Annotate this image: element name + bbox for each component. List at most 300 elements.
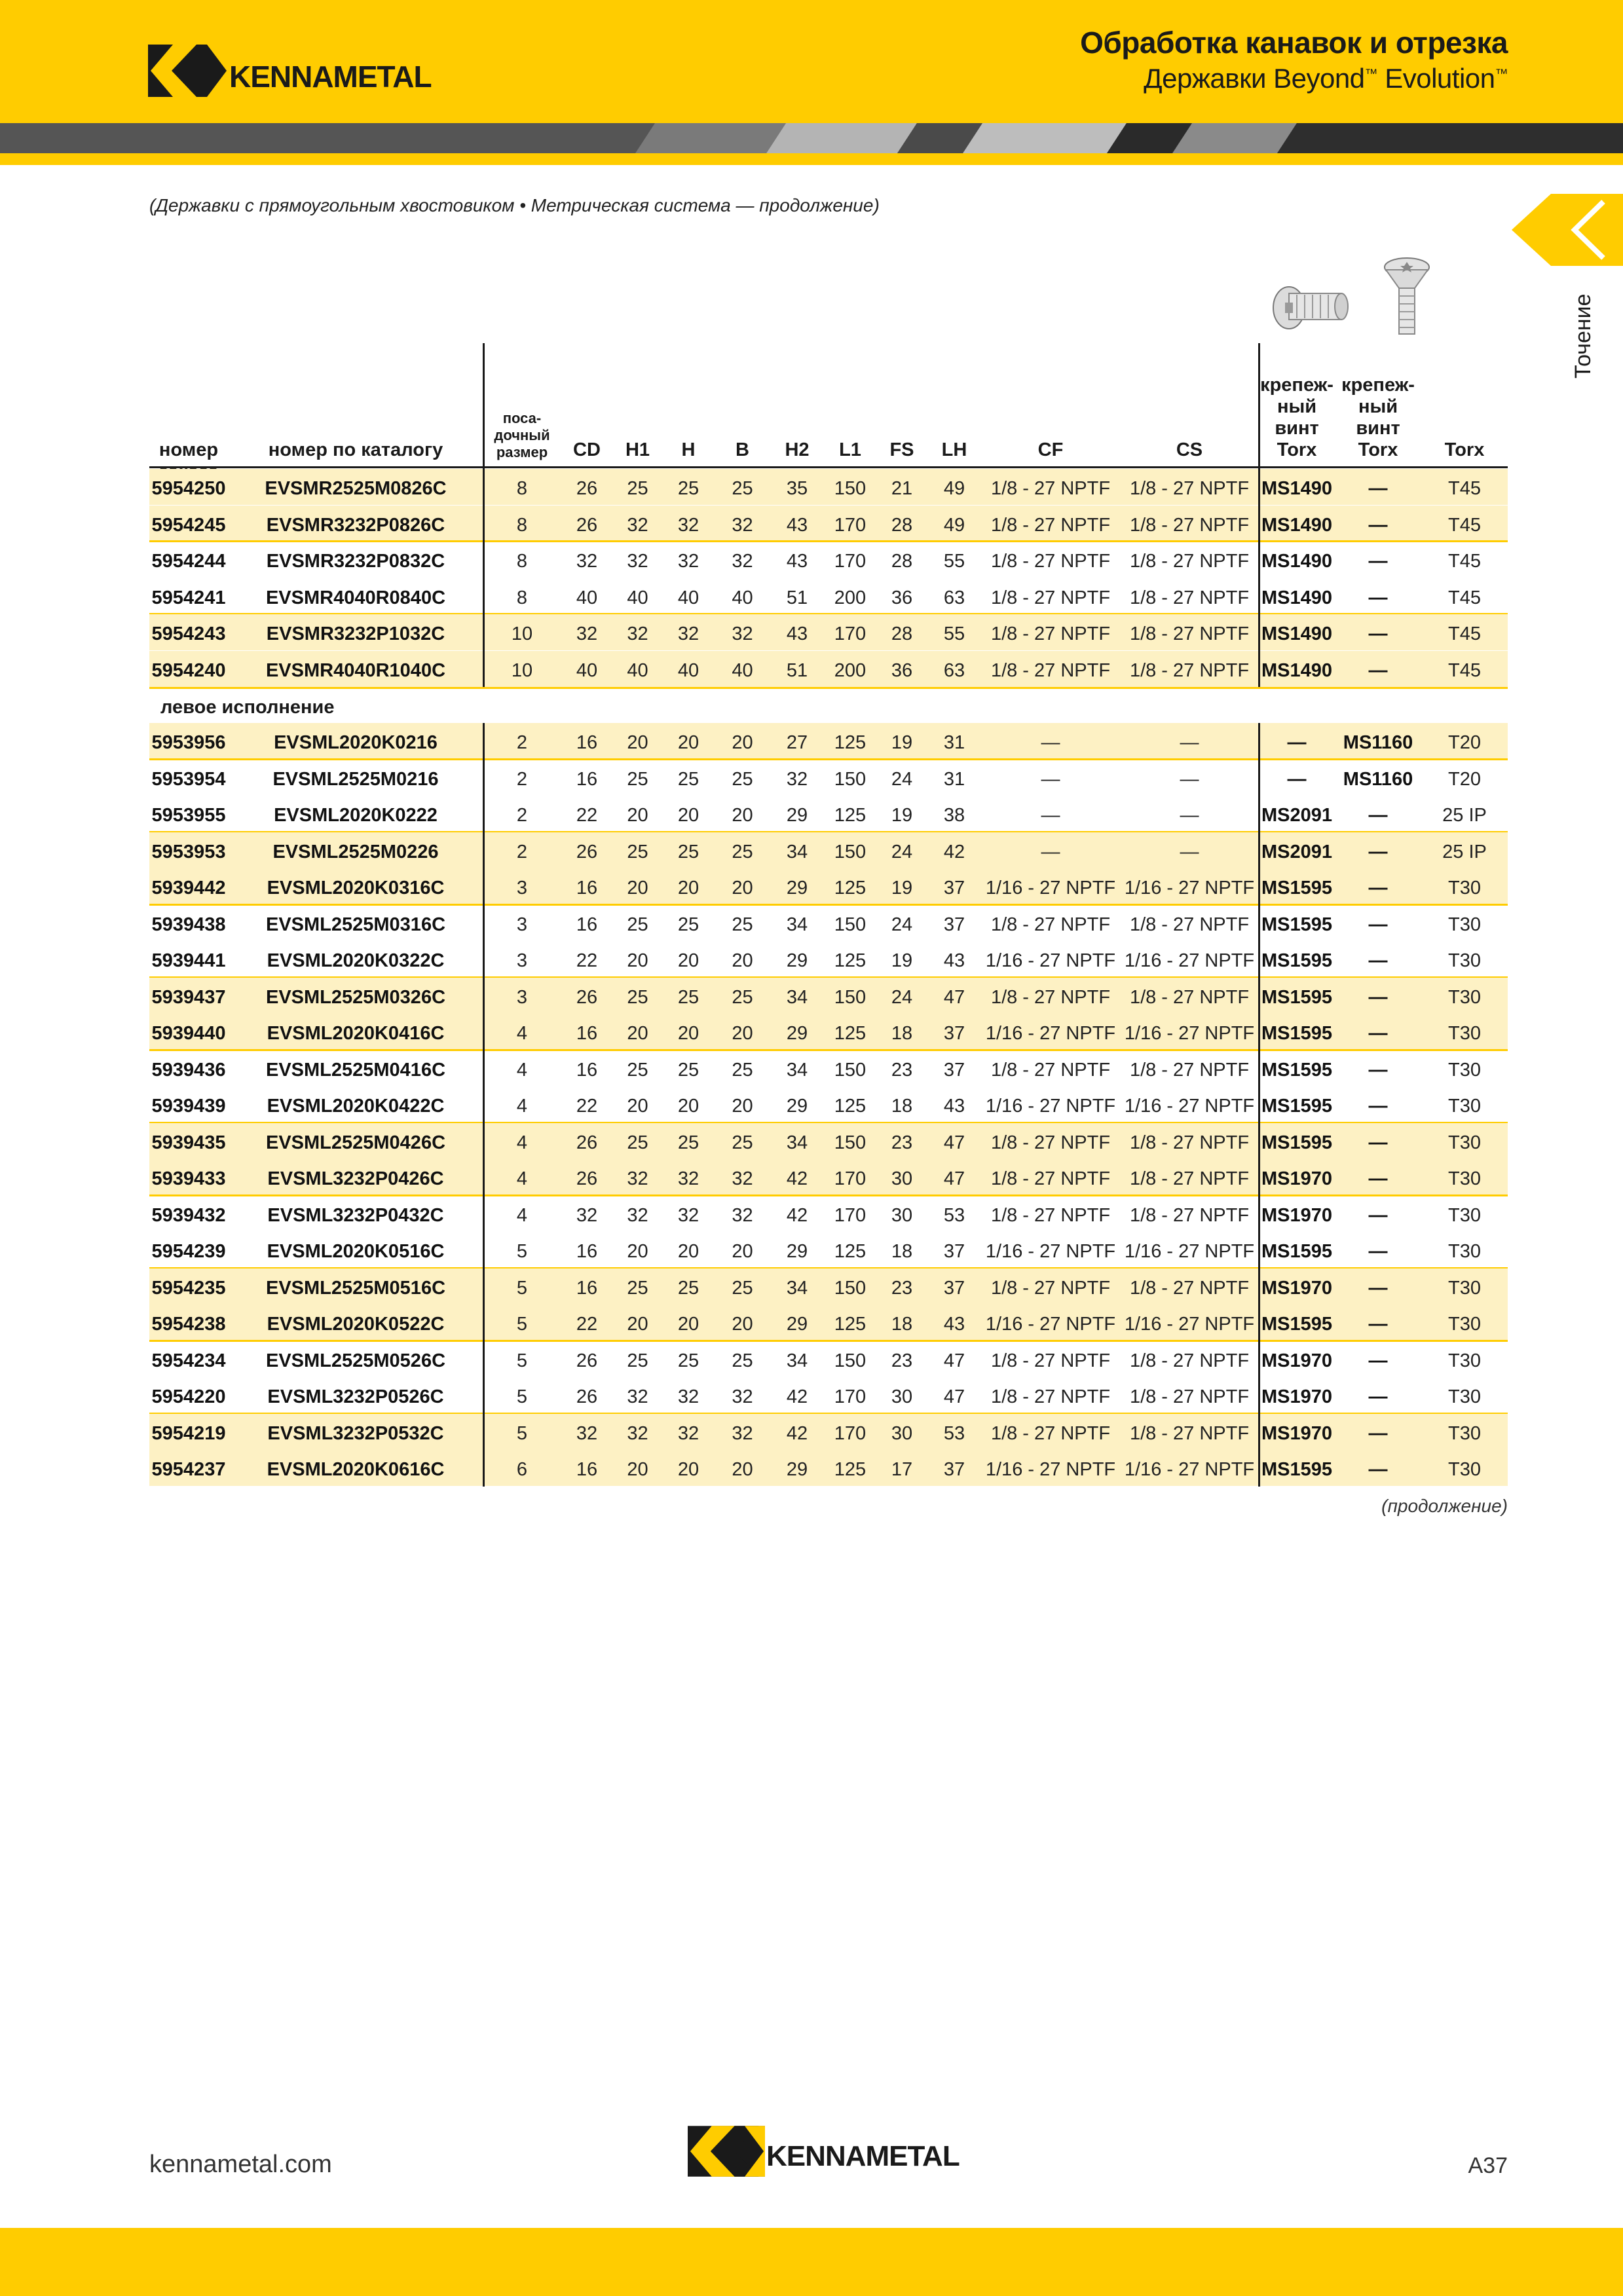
cell-fs: 23 [891, 1132, 913, 1153]
cell-cf: 1/16 - 27 NPTF [985, 878, 1116, 898]
cell-screw1: MS1595 [1261, 914, 1332, 935]
cell-catalog-no: EVSMR2525M0826C [265, 478, 447, 499]
cell-order-no: 5954241 [151, 587, 226, 608]
col-header-cf: CF [1037, 439, 1064, 460]
cell-h2: 42 [786, 1204, 808, 1226]
table-row [149, 905, 1508, 941]
cell-cf: 1/16 - 27 NPTF [985, 1096, 1116, 1117]
cell-catalog-no: EVSML2020K0422C [267, 1096, 445, 1117]
cell-l1: 150 [834, 1059, 867, 1081]
cell-catalog-no: EVSML2020K0516C [267, 1241, 445, 1262]
cell-fs: 21 [891, 478, 913, 499]
cell-cs: 1/16 - 27 NPTF [1124, 878, 1255, 898]
cell-fs: 30 [891, 1422, 913, 1444]
cell-lh: 37 [943, 1459, 965, 1480]
cell-order-no: 5939433 [151, 1168, 226, 1189]
cell-cs: 1/8 - 27 NPTF [1129, 551, 1250, 572]
cell-screw1: MS1595 [1261, 1241, 1332, 1262]
cell-fs: 19 [891, 805, 913, 826]
cell-seat-size: 2 [516, 768, 528, 790]
table-row [149, 723, 1508, 759]
cell-lh: 37 [943, 914, 965, 935]
cell-screw2: — [1368, 1241, 1388, 1262]
cell-h2: 34 [786, 841, 808, 862]
cell-lh: 47 [943, 986, 965, 1008]
cell-h2: 29 [786, 1314, 808, 1335]
cell-fs: 23 [891, 1277, 913, 1299]
table-row [149, 614, 1508, 650]
cell-screw1: — [1287, 732, 1307, 753]
vrule-screws-left [1258, 723, 1260, 1487]
cell-order-no: 5954235 [151, 1277, 226, 1299]
cell-h1: 20 [627, 1096, 648, 1117]
cell-screw2: — [1368, 1314, 1388, 1335]
cell-lh: 43 [943, 1096, 965, 1117]
cell-cs: 1/8 - 27 NPTF [1129, 659, 1250, 681]
cell-h: 40 [677, 587, 700, 608]
cell-l1: 170 [834, 514, 867, 536]
col-header-fs: FS [889, 439, 914, 460]
table-row [149, 760, 1508, 796]
cell-cf: 1/8 - 27 NPTF [990, 1204, 1111, 1226]
cell-cd: 26 [576, 1350, 598, 1371]
page-number: A37 [1468, 2153, 1508, 2178]
cell-cs: 1/8 - 27 NPTF [1129, 1350, 1250, 1371]
cell-lh: 47 [943, 1350, 965, 1371]
cell-lh: 53 [943, 1204, 965, 1226]
cell-h1: 32 [627, 1422, 648, 1444]
cell-catalog-no: EVSML2020K0416C [267, 1023, 445, 1044]
cell-screw1: MS1490 [1261, 623, 1332, 644]
cell-cs: 1/8 - 27 NPTF [1129, 1386, 1250, 1407]
cell-torx: T30 [1448, 1314, 1481, 1335]
cell-screw2: — [1368, 805, 1388, 826]
table-row [149, 578, 1508, 614]
cell-screw1: MS1490 [1261, 659, 1332, 681]
cell-h1: 25 [627, 986, 648, 1008]
cell-h: 32 [677, 1386, 700, 1407]
cell-l1: 150 [834, 1350, 867, 1371]
cell-seat-size: 4 [516, 1168, 528, 1189]
cell-cd: 26 [576, 841, 598, 862]
cell-seat-size: 5 [516, 1422, 528, 1444]
cell-fs: 24 [891, 768, 913, 790]
cell-order-no: 5939439 [151, 1096, 226, 1117]
cell-screw1: MS1595 [1261, 986, 1332, 1008]
cell-torx: T30 [1448, 1096, 1481, 1117]
cell-cs: 1/8 - 27 NPTF [1129, 914, 1250, 935]
table-row [149, 1341, 1508, 1377]
cell-b: 20 [732, 805, 753, 826]
cell-h1: 25 [627, 841, 648, 862]
cell-seat-size: 3 [516, 878, 528, 898]
cell-l1: 170 [834, 1168, 867, 1189]
cell-catalog-no: EVSMR3232P1032C [266, 623, 445, 644]
cell-seat-size: 8 [516, 587, 528, 608]
cell-h2: 35 [786, 478, 808, 499]
cell-torx: T30 [1448, 1059, 1481, 1081]
cell-torx: T30 [1448, 1350, 1481, 1371]
col-header-seat-size-line1: поса- [502, 410, 542, 426]
cell-cd: 16 [576, 1059, 598, 1081]
cell-lh: 63 [943, 659, 965, 681]
cell-cf: 1/16 - 27 NPTF [985, 1314, 1116, 1335]
cell-seat-size: 8 [516, 478, 528, 499]
cell-b: 32 [732, 514, 753, 536]
cell-torx: T30 [1448, 1459, 1481, 1480]
table-row [149, 1086, 1508, 1122]
cell-cd: 26 [576, 1132, 598, 1153]
cell-lh: 49 [943, 514, 965, 536]
cell-catalog-no: EVSML2525M0216 [272, 768, 439, 790]
footer-url[interactable]: kennametal.com [149, 2151, 332, 2178]
cell-l1: 150 [834, 914, 867, 935]
cell-cd: 32 [576, 551, 598, 572]
vrule-catalog [483, 343, 485, 687]
cell-screw1: MS1490 [1261, 551, 1332, 572]
cell-cf: 1/8 - 27 NPTF [990, 623, 1111, 644]
cell-cd: 40 [576, 587, 598, 608]
cell-b: 25 [732, 768, 753, 790]
cell-torx: T30 [1448, 1168, 1481, 1189]
cell-screw2: — [1368, 551, 1388, 572]
cell-cd: 16 [576, 1277, 598, 1299]
cell-cd: 32 [576, 1204, 598, 1226]
cell-l1: 125 [834, 878, 867, 898]
cell-lh: 37 [943, 1023, 965, 1044]
cell-order-no: 5954237 [151, 1459, 226, 1480]
cell-cf: 1/8 - 27 NPTF [990, 1277, 1111, 1299]
cell-l1: 125 [834, 950, 867, 971]
cell-h1: 32 [627, 551, 648, 572]
cell-torx: T45 [1448, 478, 1481, 499]
cell-seat-size: 3 [516, 950, 528, 971]
cell-cd: 26 [576, 478, 598, 499]
col-header-h2: H2 [785, 439, 810, 460]
cell-catalog-no: EVSML2020K0616C [267, 1459, 445, 1480]
cell-seat-size: 4 [516, 1096, 528, 1117]
cell-cs: 1/8 - 27 NPTF [1129, 1204, 1250, 1226]
cell-seat-size: 4 [516, 1204, 528, 1226]
cell-h2: 29 [786, 805, 808, 826]
cell-cf: 1/8 - 27 NPTF [990, 478, 1111, 499]
header-rule [149, 466, 1508, 468]
cell-h1: 25 [627, 914, 648, 935]
cell-h1: 40 [627, 587, 648, 608]
table-row [149, 978, 1508, 1014]
cell-catalog-no: EVSML2020K0216 [274, 732, 438, 753]
col-header-b: B [736, 439, 749, 460]
cell-l1: 125 [834, 1241, 867, 1262]
cell-l1: 150 [834, 1277, 867, 1299]
vrule-screws [1258, 343, 1260, 687]
cell-b: 32 [732, 1204, 753, 1226]
cell-cs: 1/8 - 27 NPTF [1129, 623, 1250, 644]
cell-screw1: MS1970 [1261, 1204, 1332, 1226]
col-header-screw2-line2: ный [1358, 396, 1398, 417]
cell-h2: 34 [786, 1350, 808, 1371]
cell-cf: 1/8 - 27 NPTF [990, 1386, 1111, 1407]
col-header-h: H [681, 439, 696, 460]
cell-cd: 16 [576, 878, 598, 898]
cell-h: 32 [677, 1168, 700, 1189]
cell-h2: 42 [786, 1422, 808, 1444]
cell-order-no: 5939435 [151, 1132, 226, 1153]
cell-cf: 1/8 - 27 NPTF [990, 587, 1111, 608]
cell-h1: 20 [627, 1241, 648, 1262]
screw-image-countersunk [1381, 254, 1433, 339]
cell-torx: T45 [1448, 659, 1481, 681]
screw-image-cylinder [1271, 276, 1356, 335]
cell-cd: 22 [576, 950, 598, 971]
cell-catalog-no: EVSMR3232P0826C [266, 514, 445, 536]
tm-mark-1: ™ [1364, 67, 1378, 81]
section-end-rule [149, 687, 1508, 689]
cell-h1: 32 [627, 1168, 648, 1189]
cell-cs: 1/8 - 27 NPTF [1129, 478, 1250, 499]
cell-l1: 125 [834, 1023, 867, 1044]
cell-catalog-no: EVSML2525M0416C [265, 1059, 446, 1081]
cell-order-no: 5954239 [151, 1241, 226, 1262]
col-header-screw1-line3: винт [1275, 418, 1319, 439]
cell-b: 20 [732, 950, 753, 971]
cell-fs: 36 [891, 659, 913, 681]
cell-b: 32 [732, 623, 753, 644]
cell-h: 25 [677, 1059, 700, 1081]
cell-cs: — [1180, 732, 1199, 753]
cell-torx: T30 [1448, 1204, 1481, 1226]
cell-catalog-no: EVSML3232P0526C [267, 1386, 444, 1407]
col-header-screw2-line3: винт [1356, 418, 1400, 439]
cell-h1: 20 [627, 950, 648, 971]
cell-catalog-no: EVSML2525M0426C [265, 1132, 446, 1153]
table-row [149, 469, 1508, 505]
cell-fs: 23 [891, 1350, 913, 1371]
cell-fs: 18 [891, 1023, 913, 1044]
col-header-screw1-line1: крепеж- [1260, 375, 1334, 396]
cell-cd: 26 [576, 514, 598, 536]
cell-seat-size: 10 [511, 623, 533, 644]
table-row [149, 506, 1508, 542]
cell-torx: T30 [1448, 1241, 1481, 1262]
cell-h1: 20 [627, 1023, 648, 1044]
cell-order-no: 5939442 [151, 878, 226, 898]
cell-screw2: — [1368, 1096, 1388, 1117]
cell-order-no: 5954245 [151, 514, 226, 536]
cell-lh: 42 [943, 841, 965, 862]
cell-h: 32 [677, 623, 700, 644]
cell-order-no: 5953956 [151, 732, 226, 753]
cell-b: 32 [732, 551, 753, 572]
col-header-cs: CS [1176, 439, 1203, 460]
cell-catalog-no: EVSML2525M0326C [265, 986, 446, 1008]
tm-mark-2: ™ [1495, 67, 1508, 81]
cell-catalog-no: EVSML2525M0516C [265, 1277, 446, 1299]
col-header-cd: CD [573, 439, 601, 460]
table-row [149, 1450, 1508, 1486]
cell-h: 25 [677, 768, 700, 790]
cell-l1: 170 [834, 1204, 867, 1226]
cell-b: 25 [732, 1350, 753, 1371]
cell-h1: 20 [627, 732, 648, 753]
cell-b: 32 [732, 1422, 753, 1444]
cell-fs: 28 [891, 514, 913, 536]
cell-cd: 16 [576, 1459, 598, 1480]
cell-l1: 125 [834, 1459, 867, 1480]
cell-h: 25 [677, 841, 700, 862]
cell-h2: 34 [786, 1132, 808, 1153]
kennametal-logo-icon [148, 45, 228, 97]
cell-catalog-no: EVSMR4040R1040C [265, 659, 446, 681]
cell-b: 20 [732, 1459, 753, 1480]
cell-torx: T45 [1448, 514, 1481, 536]
cell-screw2: — [1368, 659, 1388, 681]
cell-cf: 1/16 - 27 NPTF [985, 950, 1116, 971]
cell-h: 25 [677, 914, 700, 935]
cell-torx: T30 [1448, 950, 1481, 971]
cell-b: 25 [732, 841, 753, 862]
cell-h2: 43 [786, 514, 808, 536]
cell-screw2: — [1368, 1168, 1388, 1189]
cell-b: 32 [732, 1168, 753, 1189]
cell-screw1: MS1595 [1261, 1459, 1332, 1480]
cell-h2: 42 [786, 1168, 808, 1189]
cell-cd: 26 [576, 1168, 598, 1189]
cell-screw1: MS1595 [1261, 1059, 1332, 1081]
cell-cd: 40 [576, 659, 598, 681]
cell-cf: 1/8 - 27 NPTF [990, 551, 1111, 572]
cell-cd: 22 [576, 1096, 598, 1117]
cell-lh: 53 [943, 1422, 965, 1444]
cell-screw2: — [1368, 1459, 1388, 1480]
table-row [149, 796, 1508, 832]
cell-h1: 25 [627, 1350, 648, 1371]
cell-b: 20 [732, 1023, 753, 1044]
cell-l1: 170 [834, 1422, 867, 1444]
cell-h2: 32 [786, 768, 808, 790]
cell-h2: 43 [786, 623, 808, 644]
cell-torx: T30 [1448, 1277, 1481, 1299]
cell-h2: 29 [786, 1459, 808, 1480]
cell-screw1: MS1970 [1261, 1168, 1332, 1189]
cell-l1: 170 [834, 1386, 867, 1407]
cell-seat-size: 8 [516, 514, 528, 536]
cell-screw2: — [1368, 478, 1388, 499]
cell-cf: 1/8 - 27 NPTF [990, 1059, 1111, 1081]
cell-h: 32 [677, 514, 700, 536]
cell-h1: 25 [627, 1277, 648, 1299]
cell-cs: 1/8 - 27 NPTF [1129, 1422, 1250, 1444]
cell-l1: 150 [834, 1132, 867, 1153]
cell-screw2: — [1368, 587, 1388, 608]
cell-order-no: 5953953 [151, 841, 226, 862]
cell-screw1: MS2091 [1261, 805, 1332, 826]
cell-cs: — [1180, 841, 1199, 862]
cell-cf: 1/16 - 27 NPTF [985, 1023, 1116, 1044]
cell-cs: 1/16 - 27 NPTF [1124, 1096, 1255, 1117]
cell-lh: 37 [943, 1059, 965, 1081]
cell-l1: 170 [834, 551, 867, 572]
cell-h2: 27 [786, 732, 808, 753]
table-row [149, 651, 1508, 687]
cell-torx: T30 [1448, 1386, 1481, 1407]
cell-h2: 29 [786, 1023, 808, 1044]
cell-b: 20 [732, 1314, 753, 1335]
table-row [149, 1268, 1508, 1305]
cell-cd: 32 [576, 1422, 598, 1444]
cell-l1: 150 [834, 768, 867, 790]
cell-lh: 55 [943, 623, 965, 644]
cell-cs: 1/8 - 27 NPTF [1129, 1168, 1250, 1189]
footer-logo [688, 2126, 960, 2177]
cell-h1: 20 [627, 1459, 648, 1480]
cell-seat-size: 5 [516, 1241, 528, 1262]
cell-l1: 125 [834, 1096, 867, 1117]
cell-h1: 25 [627, 1132, 648, 1153]
table-row [149, 542, 1508, 578]
cell-h: 25 [677, 1350, 700, 1371]
cell-cf: 1/8 - 27 NPTF [990, 514, 1111, 536]
footer-brand: KENNAMETAL [766, 2140, 960, 2172]
cell-cf: 1/16 - 27 NPTF [985, 1241, 1116, 1262]
cell-seat-size: 4 [516, 1059, 528, 1081]
cell-fs: 18 [891, 1241, 913, 1262]
cell-order-no: 5939441 [151, 950, 226, 971]
cell-cd: 16 [576, 732, 598, 753]
cell-screw1: MS1595 [1261, 1314, 1332, 1335]
side-tab[interactable] [1512, 194, 1623, 266]
cell-screw2: — [1368, 1350, 1388, 1371]
cell-h2: 29 [786, 1241, 808, 1262]
cell-lh: 37 [943, 1241, 965, 1262]
cell-fs: 19 [891, 732, 913, 753]
cell-fs: 19 [891, 950, 913, 971]
cell-order-no: 5939440 [151, 1023, 226, 1044]
cell-h2: 51 [786, 659, 808, 681]
cell-lh: 37 [943, 1277, 965, 1299]
cell-screw2: — [1368, 1132, 1388, 1153]
cell-screw1: — [1287, 768, 1307, 790]
cell-screw1: MS1595 [1261, 1096, 1332, 1117]
cell-torx: T45 [1448, 551, 1481, 572]
cell-l1: 150 [834, 478, 867, 499]
cell-order-no: 5954243 [151, 623, 226, 644]
cell-screw1: MS1490 [1261, 478, 1332, 499]
cell-catalog-no: EVSML2020K0316C [267, 878, 445, 898]
cell-cs: 1/8 - 27 NPTF [1129, 1277, 1250, 1299]
cell-cd: 22 [576, 1314, 598, 1335]
cell-cs: 1/16 - 27 NPTF [1124, 1314, 1255, 1335]
cell-screw2: — [1368, 986, 1388, 1008]
cell-order-no: 5939437 [151, 986, 226, 1008]
cell-fs: 24 [891, 986, 913, 1008]
cell-seat-size: 6 [516, 1459, 528, 1480]
cell-cf: 1/8 - 27 NPTF [990, 1168, 1111, 1189]
cell-cs: 1/16 - 27 NPTF [1124, 1241, 1255, 1262]
cell-cf: 1/8 - 27 NPTF [990, 914, 1111, 935]
cell-order-no: 5954244 [151, 551, 226, 572]
cell-screw2: — [1368, 1422, 1388, 1444]
col-header-order-no: номер [159, 439, 219, 460]
cell-catalog-no: EVSML3232P0432C [267, 1204, 444, 1226]
cell-cs: 1/8 - 27 NPTF [1129, 1132, 1250, 1153]
cell-cf: 1/16 - 27 NPTF [985, 1459, 1116, 1480]
cell-h1: 32 [627, 623, 648, 644]
cell-fs: 18 [891, 1096, 913, 1117]
cell-seat-size: 3 [516, 986, 528, 1008]
cell-h1: 20 [627, 878, 648, 898]
cell-cf: 1/8 - 27 NPTF [990, 986, 1111, 1008]
